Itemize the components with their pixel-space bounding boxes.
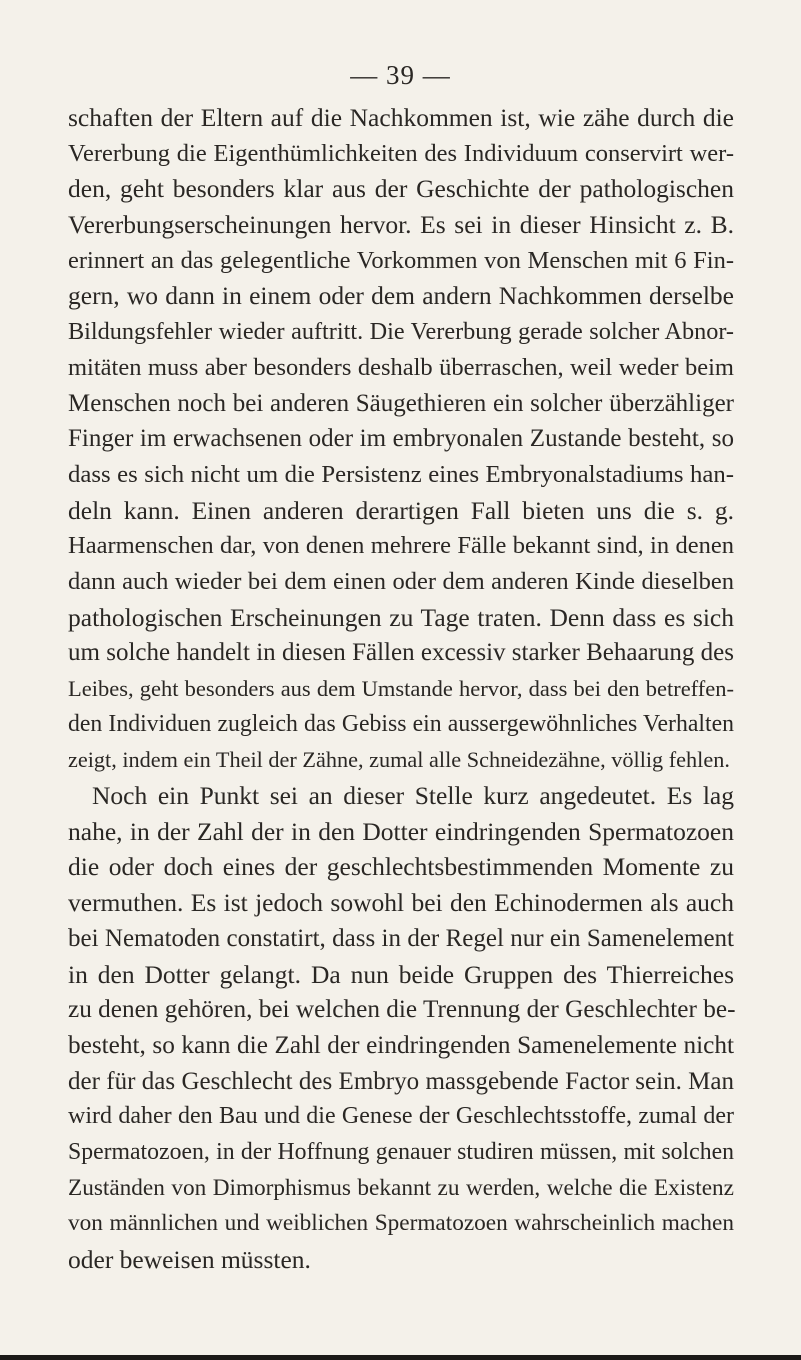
text-line: schaften der Eltern auf die Nachkommen ist, wie zähe durch die <box>68 103 734 132</box>
text-line: Noch ein Punkt sei an dieser Stelle kurz angedeutet. Es lag <box>92 781 734 811</box>
text-line: bei Nematoden constatirt, dass in der Regel nur ein Samenelement <box>68 924 734 952</box>
text-line: von männlichen und weiblichen Spermatozoen wahrscheinlich machen <box>68 1210 734 1237</box>
text-line: vermuthen. Es ist jedoch sowohl bei den Echinodermen als auch <box>68 888 734 918</box>
text-line: die oder doch eines der geschlechtsbestimmenden Momente zu <box>68 852 734 882</box>
text-line: zu denen gehören, bei welchen die Trennung der Geschlechter be- <box>68 995 736 1024</box>
text-line: der für das Geschlecht des Embryo massgebende Factor sein. Man <box>68 1067 734 1095</box>
text-line: Spermatozoen, in der Hoffnung genauer studiren müssen, mit solchen <box>68 1138 734 1165</box>
body-text <box>68 100 734 1278</box>
page-number: — 39 — <box>350 60 451 90</box>
text-line: zeigt, indem ein Theil der Zähne, zumal alle Schneidezähne, völlig fehlen. <box>68 747 730 773</box>
text-line: Menschen noch bei anderen Säugethieren ein solcher überzähliger <box>68 389 734 417</box>
page-edge-rule <box>0 1355 801 1360</box>
text-line: pathologischen Erscheinungen zu Tage traten. Denn dass es sich <box>68 602 734 632</box>
text-line: Haarmenschen dar, von denen mehrere Fälle bekannt sind, in denen <box>68 532 734 560</box>
text-line: Finger im erwachsenen oder im embryonalen Zustande besteht, so <box>68 425 734 453</box>
text-line: Vererbungserscheinungen hervor. Es sei in dieser Hinsicht z. B. <box>68 210 734 240</box>
text-line: deln kann. Einen anderen derartigen Fall bieten uns die s. g. <box>68 495 734 525</box>
text-line: den, geht besonders klar aus der Geschichte der pathologischen <box>68 174 734 204</box>
text-line: besteht, so kann die Zahl der eindringenden Samenelemente nicht <box>68 1030 734 1059</box>
text-line: den Individuen zugleich das Gebiss ein aussergewöhnliches Verhalten <box>68 710 734 737</box>
text-line: dann auch wieder bei dem einen oder dem anderen Kinde dieselben <box>68 567 734 595</box>
text-line: Zuständen von Dimorphismus bekannt zu werden, welche die Existenz <box>68 1174 734 1201</box>
text-line: in den Dotter gelangt. Da nun beide Gruppen des Thierreiches <box>68 959 734 989</box>
text-line: mitäten muss aber besonders deshalb überraschen, weil weder beim <box>68 353 734 381</box>
text-line: gern, wo dann in einem oder dem andern Nachkommen derselbe <box>68 281 734 311</box>
text-line: um solche handelt in diesen Fällen excessiv starker Behaarung des <box>68 639 734 667</box>
text-line: erinnert an das gelegentliche Vorkommen von Menschen mit 6 Fin- <box>68 246 734 274</box>
text-line: dass es sich nicht um die Persistenz eines Embryonalstadiums han- <box>68 460 734 488</box>
text-line: nahe, in der Zahl der in den Dotter eindringenden Spermatozoen <box>68 816 734 846</box>
text-line: oder beweisen müssten. <box>68 1245 311 1274</box>
text-line: Vererbung die Eigenthümlichkeiten des Individuum conservirt wer- <box>68 139 734 167</box>
text-line: Bildungsfehler wieder auftritt. Die Vererbung gerade solcher Abnor- <box>68 318 734 346</box>
text-line: wird daher den Bau und die Genese der Geschlechtsstoffe, zumal der <box>68 1103 734 1130</box>
text-line: Leibes, geht besonders aus dem Umstande hervor, dass bei den betreffen- <box>68 676 734 701</box>
